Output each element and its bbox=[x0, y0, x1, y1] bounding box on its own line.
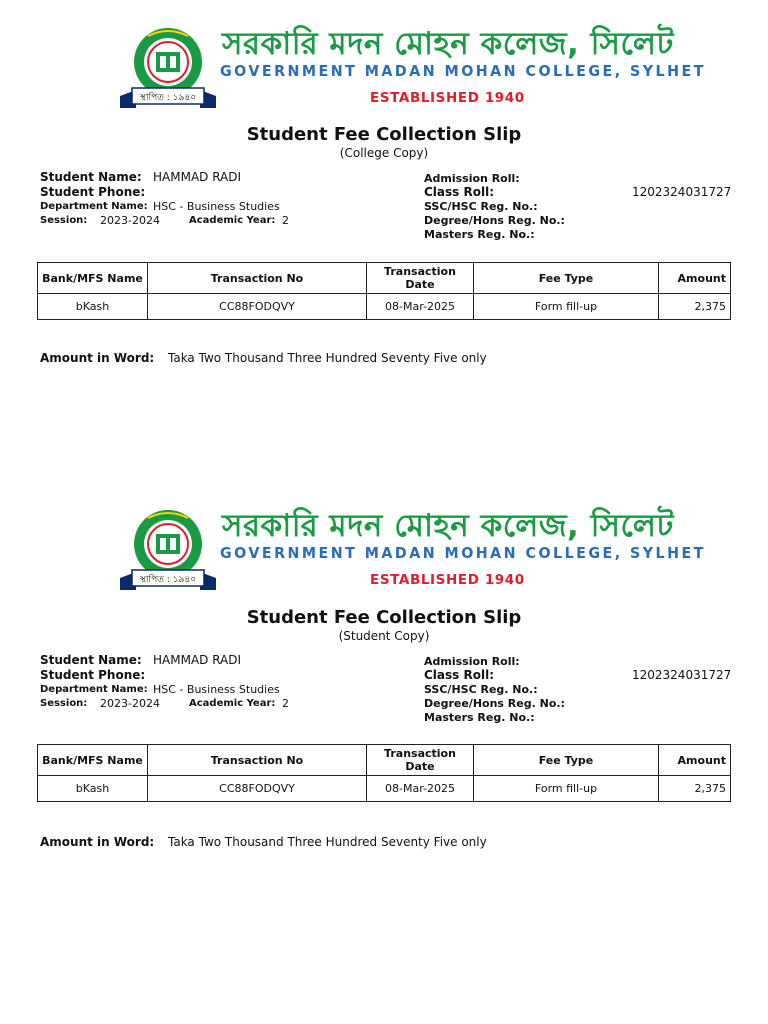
amount-in-word-value: Taka Two Thousand Three Hundred Seventy Five only bbox=[168, 835, 487, 849]
copy-label: (Student Copy) bbox=[338, 629, 430, 643]
amount-in-word-value: Taka Two Thousand Three Hundred Seventy Five only bbox=[168, 351, 487, 365]
class-roll-label: Class Roll: bbox=[424, 668, 494, 682]
slip-title: Student Fee Collection Slip bbox=[246, 607, 522, 628]
department-label: Department Name: bbox=[40, 201, 148, 212]
department-label: Department Name: bbox=[40, 684, 148, 695]
session-value: 2023-2024 bbox=[100, 697, 160, 710]
class-roll-value: 1202324031727 bbox=[632, 185, 732, 199]
department-value: HSC - Business Studies bbox=[153, 200, 280, 213]
college-name-bangla: সরকারি মদন মোহন কলেজ, সিলেট bbox=[222, 508, 674, 544]
table-row bbox=[38, 776, 731, 802]
slip-title: Student Fee Collection Slip bbox=[246, 124, 522, 145]
degree-hons-reg-label: Degree/Hons Reg. No.: bbox=[424, 214, 565, 227]
cell-bank: bKash bbox=[38, 294, 148, 320]
academic-year-value: 2 bbox=[282, 697, 289, 710]
student-name-label: Student Name: bbox=[40, 653, 142, 667]
amount-in-word-label: Amount in Word: bbox=[40, 351, 155, 365]
student-name-value: HAMMAD RADI bbox=[153, 170, 242, 184]
established-label: ESTABLISHED 1940 bbox=[370, 572, 525, 588]
ssc-hsc-reg-label: SSC/HSC Reg. No.: bbox=[424, 683, 538, 696]
col-transaction-no: Transaction No bbox=[148, 263, 367, 294]
col-transaction-no: Transaction No bbox=[148, 745, 367, 776]
cell-transaction-no: CC88FODQVY bbox=[148, 776, 367, 802]
college-header bbox=[118, 504, 706, 596]
college-name-english: GOVERNMENT MADAN MOHAN COLLEGE, SYLHET bbox=[220, 544, 706, 562]
cell-amount: 2,375 bbox=[659, 776, 731, 802]
masters-reg-label: Masters Reg. No.: bbox=[424, 228, 535, 241]
amount-in-word bbox=[40, 835, 487, 849]
student-name-label: Student Name: bbox=[40, 170, 142, 184]
academic-year-value: 2 bbox=[282, 214, 289, 227]
degree-hons-reg-label: Degree/Hons Reg. No.: bbox=[424, 697, 565, 710]
col-amount: Amount bbox=[659, 263, 731, 294]
admission-roll-label: Admission Roll: bbox=[424, 172, 520, 185]
session-label: Session: bbox=[40, 215, 88, 226]
college-header bbox=[118, 22, 706, 114]
cell-amount: 2,375 bbox=[659, 294, 731, 320]
amount-in-word-label: Amount in Word: bbox=[40, 835, 155, 849]
masters-reg-label: Masters Reg. No.: bbox=[424, 711, 535, 724]
established-label: ESTABLISHED 1940 bbox=[370, 90, 525, 106]
student-phone-label: Student Phone: bbox=[40, 668, 146, 682]
cell-transaction-no: CC88FODQVY bbox=[148, 294, 367, 320]
table-header-row bbox=[38, 263, 731, 294]
col-transaction-date: Transaction Date bbox=[367, 745, 474, 776]
col-transaction-date: Transaction Date bbox=[367, 263, 474, 294]
class-roll-label: Class Roll: bbox=[424, 185, 494, 199]
department-value: HSC - Business Studies bbox=[153, 683, 280, 696]
amount-in-word bbox=[40, 351, 487, 365]
col-fee-type: Fee Type bbox=[474, 745, 659, 776]
class-roll-value: 1202324031727 bbox=[632, 668, 732, 682]
academic-year-label: Academic Year: bbox=[189, 698, 276, 709]
fee-table bbox=[37, 744, 731, 802]
col-bank-mfs: Bank/MFS Name bbox=[38, 263, 148, 294]
col-bank-mfs: Bank/MFS Name bbox=[38, 745, 148, 776]
session-value: 2023-2024 bbox=[100, 214, 160, 227]
cell-fee-type: Form fill-up bbox=[474, 294, 659, 320]
academic-year-label: Academic Year: bbox=[189, 215, 276, 226]
ssc-hsc-reg-label: SSC/HSC Reg. No.: bbox=[424, 200, 538, 213]
student-copy-slip bbox=[0, 482, 768, 964]
student-phone-label: Student Phone: bbox=[40, 185, 146, 199]
student-info bbox=[40, 653, 740, 729]
college-logo-icon bbox=[118, 504, 218, 596]
col-amount: Amount bbox=[659, 745, 731, 776]
fee-table bbox=[37, 262, 731, 320]
cell-fee-type: Form fill-up bbox=[474, 776, 659, 802]
college-copy-slip bbox=[0, 0, 768, 482]
logo-ribbon-text: স্থাপিত : ১৯৪০ bbox=[139, 575, 197, 585]
college-name-bangla: সরকারি মদন মোহন কলেজ, সিলেট bbox=[222, 26, 674, 62]
session-label: Session: bbox=[40, 698, 88, 709]
table-header-row bbox=[38, 745, 731, 776]
logo-ribbon-text: স্থাপিত : ১৯৪০ bbox=[139, 93, 197, 103]
student-name-value: HAMMAD RADI bbox=[153, 653, 242, 667]
col-fee-type: Fee Type bbox=[474, 263, 659, 294]
admission-roll-label: Admission Roll: bbox=[424, 655, 520, 668]
college-name-english: GOVERNMENT MADAN MOHAN COLLEGE, SYLHET bbox=[220, 62, 706, 80]
cell-transaction-date: 08-Mar-2025 bbox=[367, 294, 474, 320]
cell-bank: bKash bbox=[38, 776, 148, 802]
cell-transaction-date: 08-Mar-2025 bbox=[367, 776, 474, 802]
student-info bbox=[40, 170, 740, 246]
copy-label: (College Copy) bbox=[339, 146, 429, 160]
table-row bbox=[38, 294, 731, 320]
college-logo-icon bbox=[118, 22, 218, 114]
